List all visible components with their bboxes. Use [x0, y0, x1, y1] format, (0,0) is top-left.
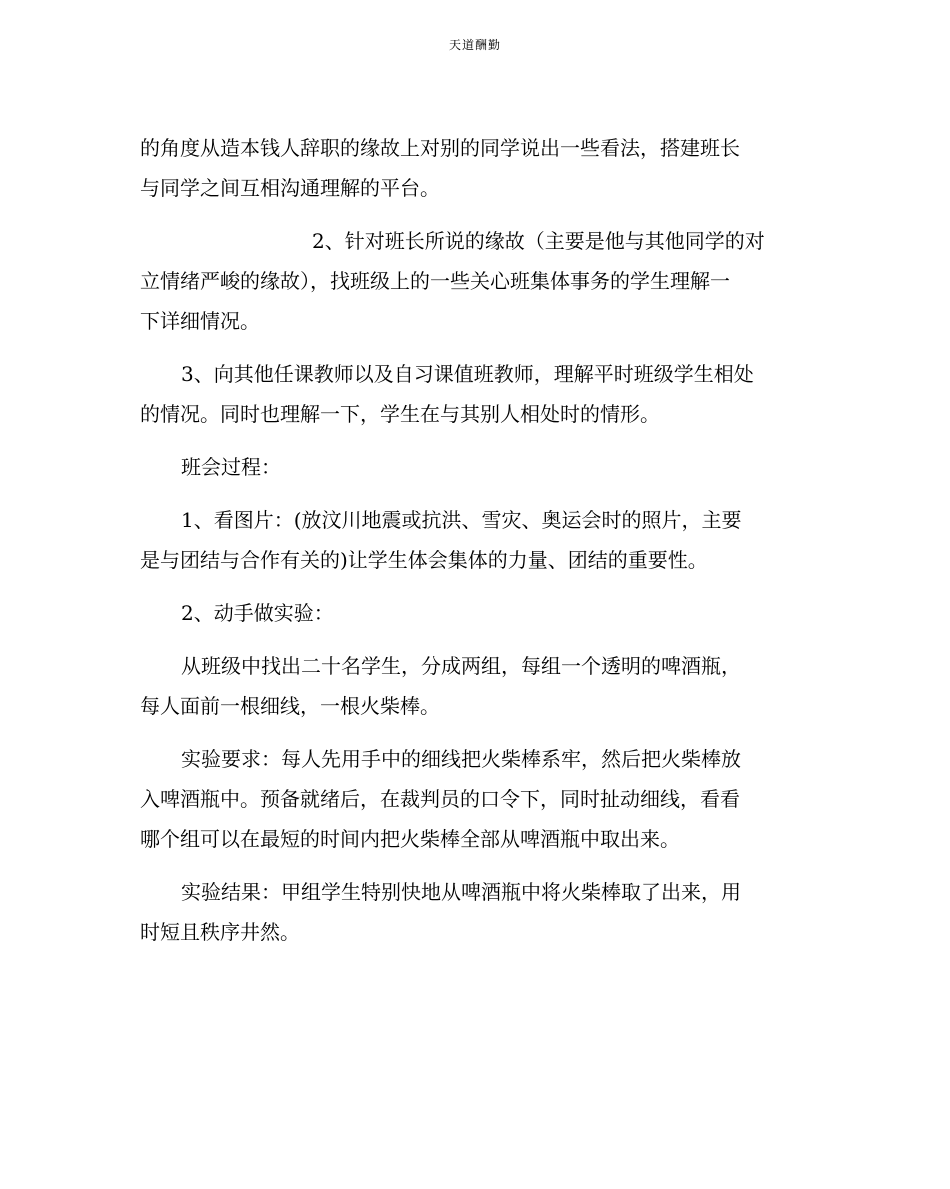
- paragraph-line: 时短且秩序井然。: [140, 920, 300, 944]
- paragraph-5: [140, 500, 820, 580]
- paragraph-line: 3、向其他任课教师以及自习课值班教师，理解平时班级学生相处: [181, 362, 754, 386]
- paragraph-line: 是与团结与合作有关的)让学生体会集体的力量、团结的重要性。: [140, 548, 708, 572]
- page-header: 天道酬勤: [448, 38, 501, 52]
- paragraph-line: 班会过程：: [181, 455, 281, 479]
- paragraph-line: 立情绪严峻的缘故），找班级上的一些关心班集体事务的学生理解一: [140, 269, 730, 293]
- paragraph-line: 实验结果：甲组学生特别快地从啤酒瓶中将火柴棒取了出来，用: [181, 880, 741, 904]
- paragraph-line: 2、针对班长所说的缘故（主要是他与其他同学的对: [312, 229, 765, 253]
- paragraph-line: 的角度从造本钱人辞职的缘故上对别的同学说出一些看法，搭建班长: [140, 136, 740, 160]
- paragraph-line: 与同学之间互相沟通理解的平台。: [140, 176, 440, 200]
- paragraph-line: 实验要求：每人先用手中的细线把火柴棒系牢，然后把火柴棒放: [181, 747, 741, 771]
- paragraph-line: 的情况。同时也理解一下，学生在与其别人相处时的情形。: [140, 402, 660, 426]
- paragraph-line: 2、动手做实验：: [181, 601, 334, 625]
- paragraph-9: [140, 872, 820, 952]
- paragraph-line: 1、看图片：(放汶川地震或抗洪、雪灾、奥运会时的照片，主要: [181, 508, 742, 532]
- paragraph-line: 每人面前一根细线，一根火柴棒。: [140, 694, 440, 718]
- paragraph-7: [140, 646, 820, 726]
- paragraph-8: [140, 739, 820, 859]
- paragraph-1: [140, 128, 820, 208]
- paragraph-line: 入啤酒瓶中。预备就绪后，在裁判员的口令下，同时扯动细线，看看: [140, 787, 740, 811]
- paragraph-line: 下详细情况。: [140, 309, 260, 333]
- section-heading-process: [140, 447, 820, 487]
- paragraph-6: [140, 593, 820, 633]
- paragraph-line: 从班级中找出二十名学生，分成两组，每组一个透明的啤酒瓶，: [181, 654, 741, 678]
- paragraph-3: [140, 354, 820, 434]
- document-body: [140, 128, 820, 965]
- paragraph-2: [140, 221, 820, 341]
- paragraph-line: 哪个组可以在最短的时间内把火柴棒全部从啤酒瓶中取出来。: [140, 827, 680, 851]
